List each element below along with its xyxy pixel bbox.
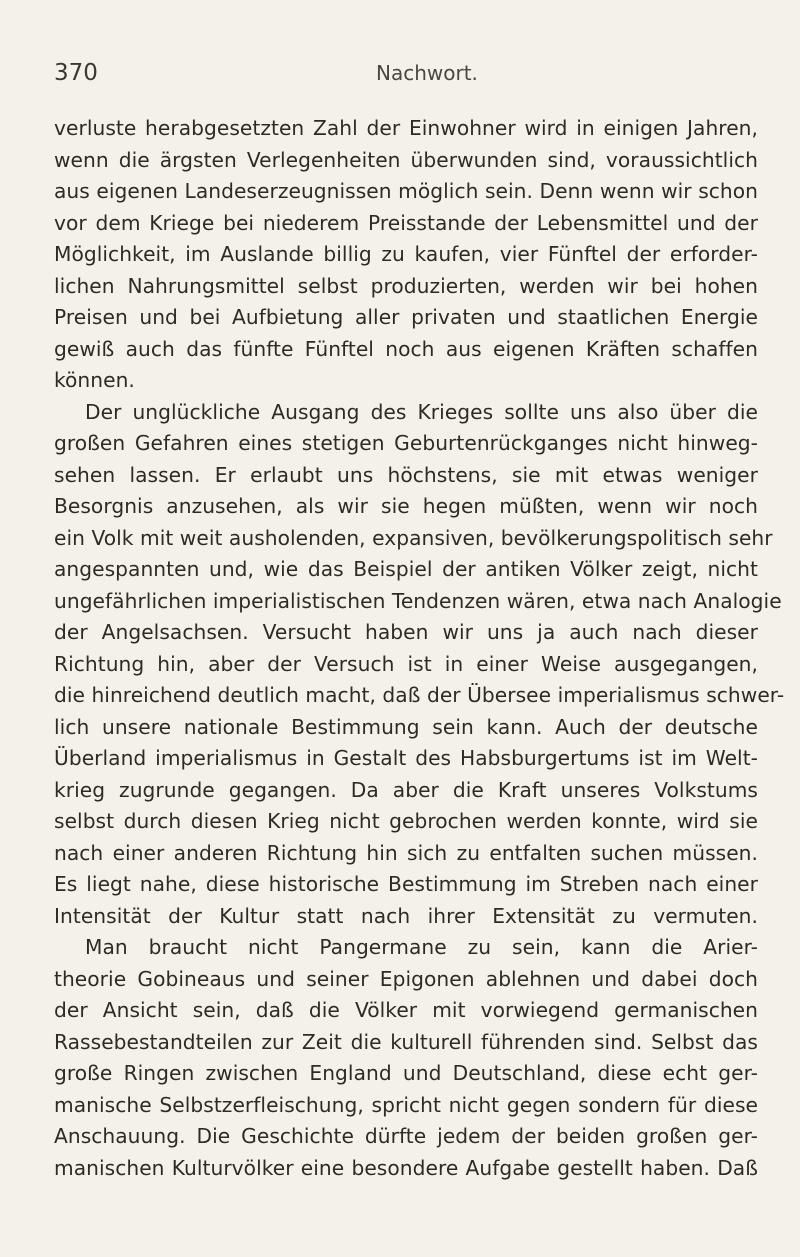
text-line: Intensität der Kultur statt nach ihrer Extensität zu vermuten.	[54, 903, 758, 928]
text-line: verluste herabgesetzten Zahl der Einwohner wird in einigen Jahren,	[54, 116, 758, 140]
body-text	[54, 113, 785, 1184]
text-line: Man braucht nicht Pangermane zu sein, kann die Arier-	[85, 935, 758, 959]
text-line: Preisen und bei Aufbietung aller privaten und staatlichen Energie	[54, 305, 758, 329]
text-line: die hinreichend deutlich macht, daß der Übersee imperialismus schwer-	[54, 683, 785, 707]
text-line: wenn die ärgsten Verlegenheiten überwunden sind, voraussichtlich	[54, 147, 758, 172]
text-line: Rassebestandteilen zur Zeit die kulturell führenden sind. Selbst das	[54, 1029, 758, 1054]
text-line: gewiß auch das fünfte Fünftel noch aus eigenen Kräften schaffen	[54, 336, 758, 361]
text-line: aus eigenen Landeserzeugnissen möglich sein. Denn wenn wir schon	[54, 179, 758, 203]
running-head: Nachwort.	[376, 61, 478, 85]
text-line: angespannten und, wie das Beispiel der antiken Völker zeigt, nicht	[54, 557, 758, 581]
text-line: der Angelsachsen. Versucht haben wir uns ja auch nach dieser	[54, 620, 758, 644]
text-line: lich unsere nationale Bestimmung sein kann. Auch der deutsche	[54, 714, 758, 739]
text-line: der Ansicht sein, daß die Völker mit vorwiegend germanischen	[54, 998, 758, 1022]
text-line: krieg zugrunde gegangen. Da aber die Kraft unseres Volkstums	[54, 777, 758, 802]
text-line: ungefährlichen imperialistischen Tendenzen wären, etwa nach Analogie	[54, 588, 782, 613]
text-line: manischen Kulturvölker eine besondere Aufgabe gestellt haben. Daß	[54, 1155, 758, 1180]
text-line: Anschauung. Die Geschichte dürfte jedem der beiden großen ger-	[54, 1124, 758, 1148]
text-line: großen Gefahren eines stetigen Geburtenrückganges nicht hinweg-	[54, 431, 758, 455]
text-line: große Ringen zwischen England und Deutschland, diese echt ger-	[54, 1061, 758, 1085]
text-line: Der unglückliche Ausgang des Krieges sollte uns also über die	[85, 399, 758, 424]
text-line: ein Volk mit weit ausholenden, expansiven, bevölkerungspolitisch sehr	[54, 525, 773, 550]
page-header	[54, 58, 748, 90]
text-line: Möglichkeit, im Auslande billig zu kaufen, vier Fünftel der erforder-	[54, 242, 758, 266]
text-line: können.	[54, 368, 135, 392]
text-line: Es liegt nahe, diese historische Bestimmung im Streben nach einer	[54, 872, 758, 896]
text-line: selbst durch diesen Krieg nicht gebrochen werden konnte, wird sie	[54, 809, 758, 833]
text-line: theorie Gobineaus und seiner Epigonen ablehnen und dabei doch	[54, 966, 758, 991]
page-number: 370	[54, 60, 98, 86]
text-line: Richtung hin, aber der Versuch ist in einer Weise ausgegangen,	[54, 651, 758, 676]
text-line: nach einer anderen Richtung hin sich zu entfalten suchen müssen.	[54, 840, 758, 865]
text-line: vor dem Kriege bei niederem Preisstande der Lebensmittel und der	[54, 210, 758, 235]
text-line: manische Selbstzerfleischung, spricht nicht gegen sondern für diese	[54, 1092, 758, 1117]
text-line: sehen lassen. Er erlaubt uns höchstens, sie mit etwas weniger	[54, 462, 758, 487]
text-line: lichen Nahrungsmittel selbst produzierten, werden wir bei hohen	[54, 273, 758, 298]
text-line: Überland imperialismus in Gestalt des Habsburgertums ist im Welt-	[54, 746, 758, 770]
text-line: Besorgnis anzusehen, als wir sie hegen müßten, wenn wir noch	[54, 494, 758, 518]
